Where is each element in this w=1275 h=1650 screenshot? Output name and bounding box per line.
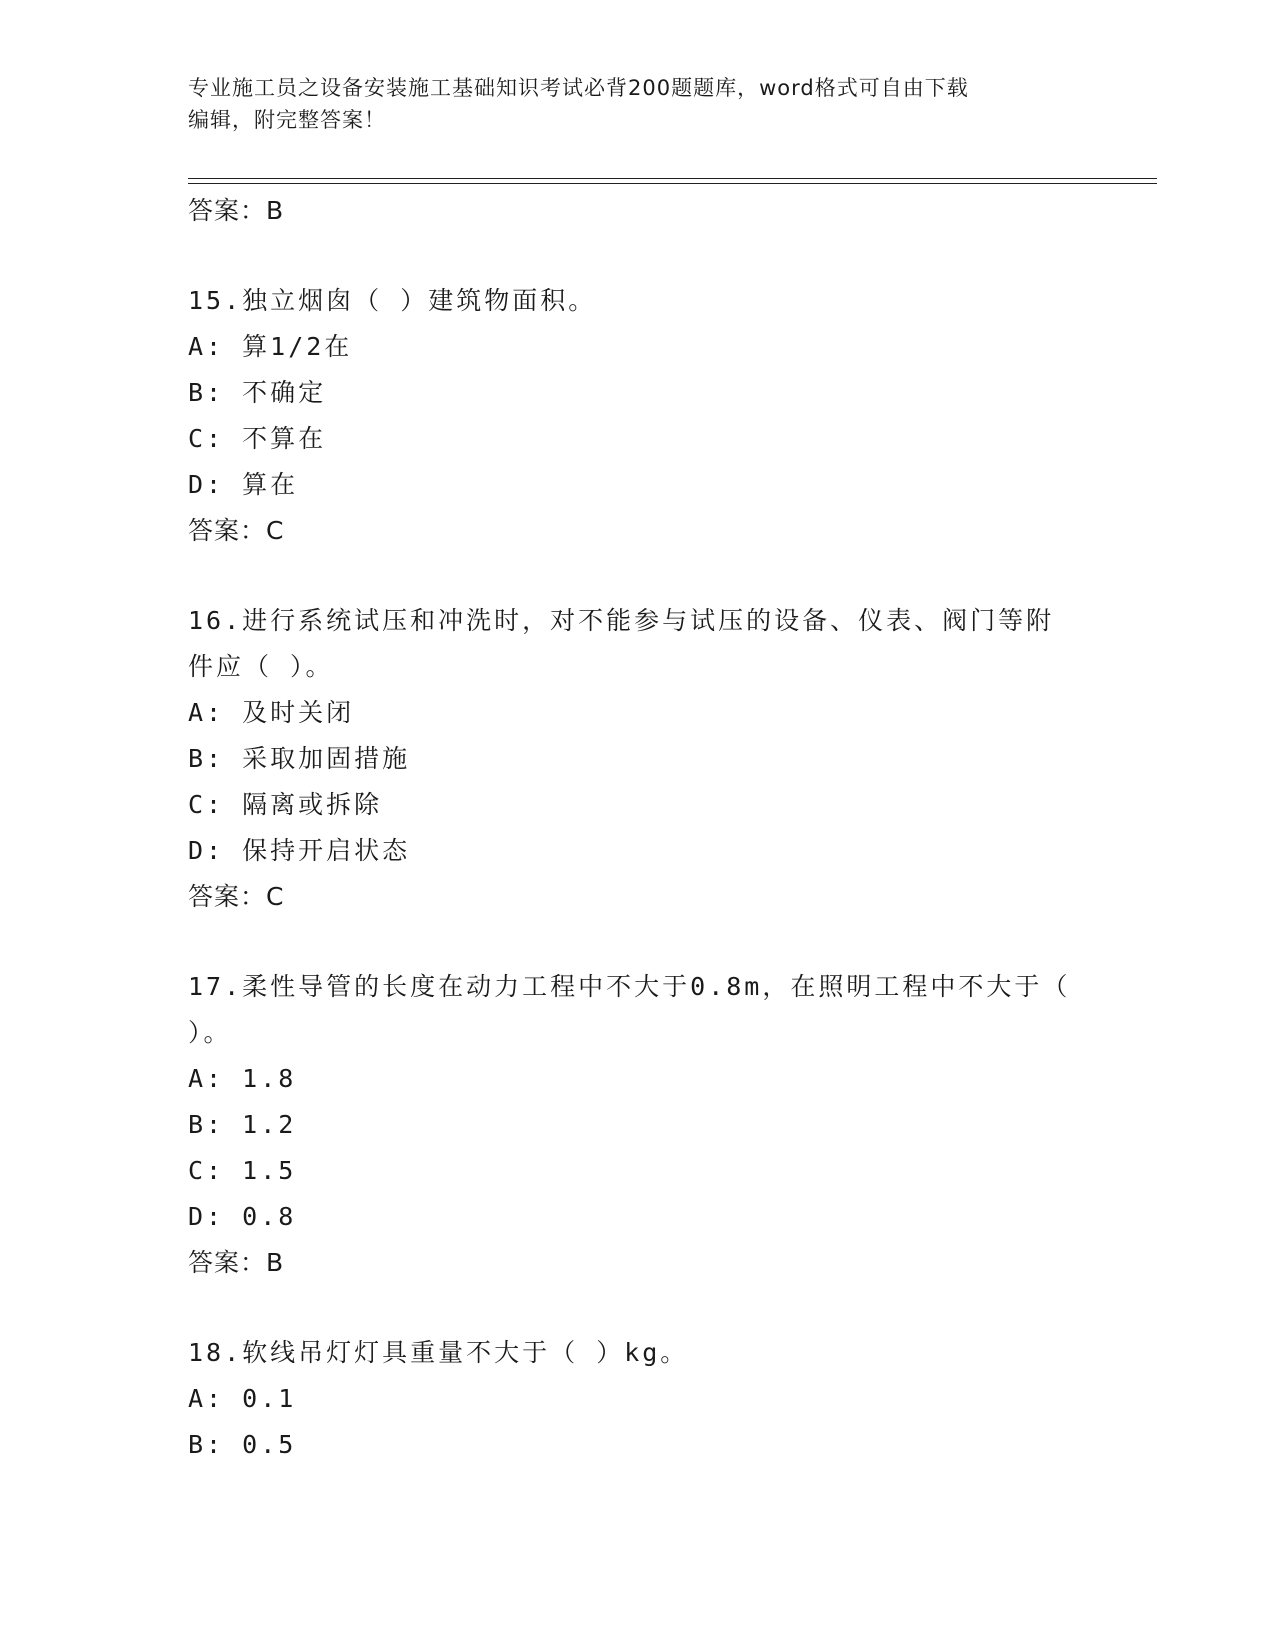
option-a: A: 及时关闭 (188, 698, 355, 727)
question-stem: 15.独立烟囱（ ）建筑物面积。 (188, 286, 597, 315)
option-d: D: 算在 (188, 470, 299, 499)
document-content (188, 188, 1088, 1468)
question-stem: 18.软线吊灯灯具重量不大于（ ）kg。 (188, 1338, 689, 1367)
option-b: B: 0.5 (188, 1430, 297, 1459)
option-c: C: 1.5 (188, 1156, 297, 1185)
option-d: D: 0.8 (188, 1202, 297, 1231)
option-b: B: 不确定 (188, 378, 327, 407)
option-b: B: 采取加固措施 (188, 744, 411, 773)
header-line-2: 编辑，附完整答案！ (188, 108, 386, 132)
header-line-1: 专业施工员之设备安装施工基础知识考试必背200题题库，word格式可自由下载 (188, 76, 969, 100)
answer-line: 答案：C (188, 882, 285, 911)
option-b: B: 1.2 (188, 1110, 297, 1139)
answer-line: 答案：B (188, 1248, 285, 1277)
question-18 (188, 1330, 1088, 1468)
header-divider (188, 178, 1157, 184)
option-a: A: 0.1 (188, 1384, 297, 1413)
question-stem-line-1: 16.进行系统试压和冲洗时，对不能参与试压的设备、仪表、阀门等附 (188, 606, 1055, 635)
question-17 (188, 964, 1088, 1286)
question-stem-line-2: ）。 (188, 1018, 232, 1047)
option-c: C: 隔离或拆除 (188, 790, 383, 819)
question-16 (188, 598, 1088, 920)
option-d: D: 保持开启状态 (188, 836, 411, 865)
answer-line: 答案：B (188, 196, 285, 225)
document-header (188, 72, 1088, 136)
question-stem-line-1: 17.柔性导管的长度在动力工程中不大于0.8m，在照明工程中不大于（ (188, 972, 1071, 1001)
question-15 (188, 278, 1088, 554)
question-stem-line-2: 件应（ ）。 (188, 652, 334, 681)
option-a: A: 1.8 (188, 1064, 297, 1093)
option-a: A: 算1/2在 (188, 332, 353, 361)
option-c: C: 不算在 (188, 424, 327, 453)
answer-line: 答案：C (188, 516, 285, 545)
